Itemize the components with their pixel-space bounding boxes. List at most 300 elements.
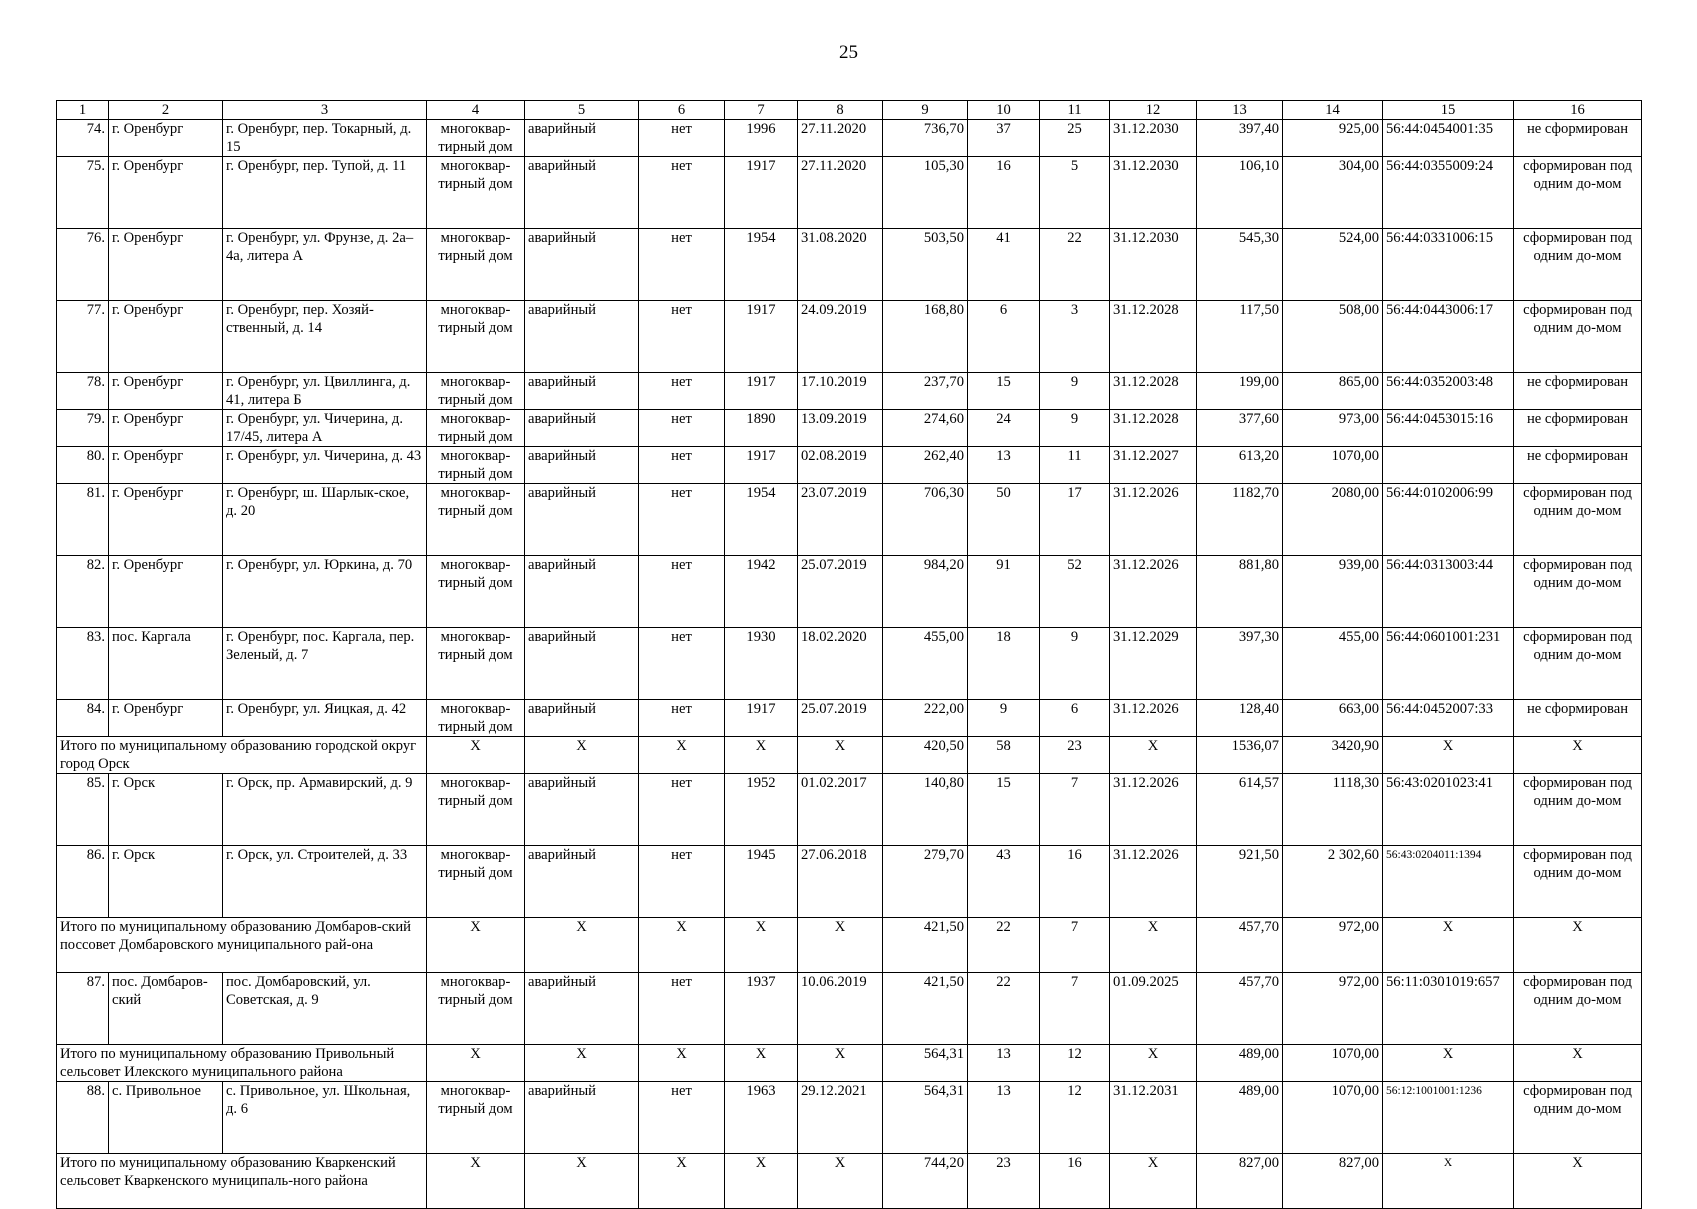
- cell-living-area: 397,40: [1197, 120, 1283, 157]
- subtotal-cell-land-status: X: [1514, 918, 1642, 973]
- subtotal-label: Итого по муниципальному образованию Кваркенский сельсовет Кваркенского муниципаль-ного района: [57, 1154, 427, 1209]
- subtotal-row: [57, 1045, 1642, 1082]
- header-cell: 12: [1110, 101, 1197, 120]
- cell-resettlement-date: 31.12.2028: [1110, 301, 1197, 373]
- subtotal-cell-premises: 16: [1040, 1154, 1110, 1209]
- cell-land-area: 524,00: [1283, 229, 1383, 301]
- cell-flag: нет: [639, 301, 725, 373]
- cell-recognition-date: 31.08.2020: [798, 229, 883, 301]
- cell-recognition-date: 25.07.2019: [798, 556, 883, 628]
- subtotal-cell-premises: 7: [1040, 918, 1110, 973]
- cell-settlement: пос. Домбаров-ский: [109, 973, 223, 1045]
- cell-condition: аварийный: [525, 628, 639, 700]
- subtotal-cell-living-area: 1536,07: [1197, 737, 1283, 774]
- cell-address: г. Оренбург, ул. Юркина, д. 70: [223, 556, 427, 628]
- cell-address: г. Оренбург, пер. Тупой, д. 11: [223, 157, 427, 229]
- cell-flag: нет: [639, 1082, 725, 1154]
- cell-land-area: 939,00: [1283, 556, 1383, 628]
- cell-row-number: 82.: [57, 556, 109, 628]
- cell-row-number: 86.: [57, 846, 109, 918]
- cell-cadastral-number: 56:11:0301019:657: [1383, 973, 1514, 1045]
- cell-living-area: 921,50: [1197, 846, 1283, 918]
- cell-resettlement-date: 01.09.2025: [1110, 973, 1197, 1045]
- table-row: [57, 846, 1642, 918]
- cell-resettlement-date: 31.12.2030: [1110, 120, 1197, 157]
- cell-recognition-date: 29.12.2021: [798, 1082, 883, 1154]
- cell-build-year: 1945: [725, 846, 798, 918]
- cell-premises: 6: [1040, 700, 1110, 737]
- cell-residents: 18: [968, 628, 1040, 700]
- subtotal-cell-cadastral-number: X: [1383, 1154, 1514, 1209]
- cell-row-number: 85.: [57, 774, 109, 846]
- cell-resettlement-date: 31.12.2026: [1110, 774, 1197, 846]
- cell-land-area: 1070,00: [1283, 1082, 1383, 1154]
- subtotal-cell-flag: X: [639, 1045, 725, 1082]
- cell-build-year: 1952: [725, 774, 798, 846]
- subtotal-cell-house-type: X: [427, 1045, 525, 1082]
- cell-land-area: 972,00: [1283, 973, 1383, 1045]
- cell-living-area: 1182,70: [1197, 484, 1283, 556]
- cell-area: 140,80: [883, 774, 968, 846]
- cell-area: 262,40: [883, 447, 968, 484]
- cell-condition: аварийный: [525, 973, 639, 1045]
- table-row: [57, 447, 1642, 484]
- header-cell: 11: [1040, 101, 1110, 120]
- subtotal-cell-build-year: X: [725, 1045, 798, 1082]
- subtotal-cell-condition: X: [525, 1045, 639, 1082]
- cell-land-status: сформирован под одним до-мом: [1514, 774, 1642, 846]
- cell-build-year: 1917: [725, 301, 798, 373]
- cell-land-area: 2080,00: [1283, 484, 1383, 556]
- cell-condition: аварийный: [525, 301, 639, 373]
- cell-premises: 9: [1040, 373, 1110, 410]
- cell-area: 455,00: [883, 628, 968, 700]
- cell-premises: 22: [1040, 229, 1110, 301]
- cell-premises: 7: [1040, 774, 1110, 846]
- cell-flag: нет: [639, 157, 725, 229]
- cell-house-type: многоквар-тирный дом: [427, 628, 525, 700]
- subtotal-cell-living-area: 457,70: [1197, 918, 1283, 973]
- cell-settlement: г. Оренбург: [109, 373, 223, 410]
- cell-recognition-date: 24.09.2019: [798, 301, 883, 373]
- cell-resettlement-date: 31.12.2029: [1110, 628, 1197, 700]
- cell-flag: нет: [639, 973, 725, 1045]
- cell-resettlement-date: 31.12.2028: [1110, 373, 1197, 410]
- cell-flag: нет: [639, 556, 725, 628]
- cell-row-number: 78.: [57, 373, 109, 410]
- cell-cadastral-number: 56:44:0331006:15: [1383, 229, 1514, 301]
- subtotal-cell-condition: X: [525, 737, 639, 774]
- cell-row-number: 87.: [57, 973, 109, 1045]
- cell-address: с. Привольное, ул. Школьная, д. 6: [223, 1082, 427, 1154]
- cell-cadastral-number: 56:44:0601001:231: [1383, 628, 1514, 700]
- cell-land-area: 455,00: [1283, 628, 1383, 700]
- cell-condition: аварийный: [525, 774, 639, 846]
- subtotal-cell-build-year: X: [725, 737, 798, 774]
- subtotal-cell-land-area: 972,00: [1283, 918, 1383, 973]
- cell-recognition-date: 13.09.2019: [798, 410, 883, 447]
- cell-land-area: 1070,00: [1283, 447, 1383, 484]
- cell-land-status: сформирован под одним до-мом: [1514, 301, 1642, 373]
- cell-area: 274,60: [883, 410, 968, 447]
- cell-living-area: 489,00: [1197, 1082, 1283, 1154]
- subtotal-cell-house-type: X: [427, 737, 525, 774]
- cell-row-number: 75.: [57, 157, 109, 229]
- cell-area: 421,50: [883, 973, 968, 1045]
- header-cell: 6: [639, 101, 725, 120]
- cell-land-status: не сформирован: [1514, 373, 1642, 410]
- cell-build-year: 1930: [725, 628, 798, 700]
- cell-cadastral-number: 56:44:0352003:48: [1383, 373, 1514, 410]
- cell-row-number: 79.: [57, 410, 109, 447]
- header-cell: 3: [223, 101, 427, 120]
- header-cell: 13: [1197, 101, 1283, 120]
- cell-residents: 50: [968, 484, 1040, 556]
- cell-recognition-date: 10.06.2019: [798, 973, 883, 1045]
- cell-row-number: 77.: [57, 301, 109, 373]
- table-row: [57, 484, 1642, 556]
- subtotal-cell-residents: 22: [968, 918, 1040, 973]
- cell-living-area: 128,40: [1197, 700, 1283, 737]
- cell-land-area: 1118,30: [1283, 774, 1383, 846]
- cell-land-status: не сформирован: [1514, 700, 1642, 737]
- header-cell: 9: [883, 101, 968, 120]
- cell-land-status: не сформирован: [1514, 410, 1642, 447]
- cell-living-area: 117,50: [1197, 301, 1283, 373]
- cell-premises: 17: [1040, 484, 1110, 556]
- cell-premises: 25: [1040, 120, 1110, 157]
- cell-build-year: 1937: [725, 973, 798, 1045]
- cell-settlement: г. Оренбург: [109, 484, 223, 556]
- cell-build-year: 1917: [725, 447, 798, 484]
- cell-house-type: многоквар-тирный дом: [427, 447, 525, 484]
- subtotal-cell-build-year: X: [725, 918, 798, 973]
- cell-condition: аварийный: [525, 410, 639, 447]
- cell-house-type: многоквар-тирный дом: [427, 556, 525, 628]
- subtotal-cell-land-status: X: [1514, 737, 1642, 774]
- cell-build-year: 1963: [725, 1082, 798, 1154]
- cell-residents: 15: [968, 774, 1040, 846]
- header-cell: 10: [968, 101, 1040, 120]
- cell-condition: аварийный: [525, 229, 639, 301]
- cell-house-type: многоквар-тирный дом: [427, 120, 525, 157]
- cell-resettlement-date: 31.12.2026: [1110, 484, 1197, 556]
- cell-cadastral-number: 56:44:0355009:24: [1383, 157, 1514, 229]
- cell-premises: 7: [1040, 973, 1110, 1045]
- header-cell: 5: [525, 101, 639, 120]
- cell-land-status: сформирован под одним до-мом: [1514, 484, 1642, 556]
- cell-address: г. Оренбург, ул. Чичерина, д. 17/45, литера А: [223, 410, 427, 447]
- subtotal-cell-condition: X: [525, 918, 639, 973]
- cell-area: 105,30: [883, 157, 968, 229]
- header-cell: 7: [725, 101, 798, 120]
- cell-house-type: многоквар-тирный дом: [427, 373, 525, 410]
- subtotal-cell-residents: 13: [968, 1045, 1040, 1082]
- cell-area: 984,20: [883, 556, 968, 628]
- cell-address: г. Оренбург, пер. Хозяй-ственный, д. 14: [223, 301, 427, 373]
- subtotal-cell-premises: 23: [1040, 737, 1110, 774]
- cell-land-area: 508,00: [1283, 301, 1383, 373]
- table-row: [57, 1082, 1642, 1154]
- cell-living-area: 613,20: [1197, 447, 1283, 484]
- cell-living-area: 199,00: [1197, 373, 1283, 410]
- cell-recognition-date: 27.11.2020: [798, 120, 883, 157]
- subtotal-cell-resettlement-date: X: [1110, 1154, 1197, 1209]
- cell-residents: 13: [968, 447, 1040, 484]
- subtotal-cell-resettlement-date: X: [1110, 1045, 1197, 1082]
- cell-build-year: 1917: [725, 373, 798, 410]
- cell-residents: 91: [968, 556, 1040, 628]
- cell-build-year: 1917: [725, 157, 798, 229]
- cell-condition: аварийный: [525, 1082, 639, 1154]
- cell-residents: 41: [968, 229, 1040, 301]
- cell-flag: нет: [639, 120, 725, 157]
- cell-recognition-date: 27.11.2020: [798, 157, 883, 229]
- cell-living-area: 881,80: [1197, 556, 1283, 628]
- cell-residents: 37: [968, 120, 1040, 157]
- cell-condition: аварийный: [525, 157, 639, 229]
- table-row: [57, 229, 1642, 301]
- subtotal-label: Итого по муниципальному образованию Привольный сельсовет Илекского муниципального района: [57, 1045, 427, 1082]
- cell-build-year: 1917: [725, 700, 798, 737]
- cell-address: г. Оренбург, ул. Фрунзе, д. 2а–4а, литера А: [223, 229, 427, 301]
- cell-recognition-date: 27.06.2018: [798, 846, 883, 918]
- cell-land-status: сформирован под одним до-мом: [1514, 1082, 1642, 1154]
- page-number: 25: [839, 42, 858, 63]
- cell-residents: 13: [968, 1082, 1040, 1154]
- cell-residents: 9: [968, 700, 1040, 737]
- subtotal-cell-area: 421,50: [883, 918, 968, 973]
- cell-resettlement-date: 31.12.2027: [1110, 447, 1197, 484]
- cell-condition: аварийный: [525, 484, 639, 556]
- cell-area: 503,50: [883, 229, 968, 301]
- cell-address: г. Оренбург, ул. Чичерина, д. 43: [223, 447, 427, 484]
- cell-land-area: 304,00: [1283, 157, 1383, 229]
- cell-land-area: 973,00: [1283, 410, 1383, 447]
- cell-address: г. Орск, ул. Строителей, д. 33: [223, 846, 427, 918]
- cell-premises: 9: [1040, 410, 1110, 447]
- cell-address: г. Орск, пр. Армавирский, д. 9: [223, 774, 427, 846]
- cell-premises: 5: [1040, 157, 1110, 229]
- cell-build-year: 1890: [725, 410, 798, 447]
- cell-area: 237,70: [883, 373, 968, 410]
- cell-living-area: 397,30: [1197, 628, 1283, 700]
- cell-recognition-date: 25.07.2019: [798, 700, 883, 737]
- cell-residents: 16: [968, 157, 1040, 229]
- cell-settlement: г. Оренбург: [109, 229, 223, 301]
- subtotal-label: Итого по муниципальному образованию городской округ город Орск: [57, 737, 427, 774]
- subtotal-cell-land-area: 1070,00: [1283, 1045, 1383, 1082]
- subtotal-cell-residents: 23: [968, 1154, 1040, 1209]
- cell-flag: нет: [639, 410, 725, 447]
- cell-area: 168,80: [883, 301, 968, 373]
- cell-living-area: 614,57: [1197, 774, 1283, 846]
- cell-flag: нет: [639, 229, 725, 301]
- housing-register-table: [56, 100, 1642, 1209]
- cell-row-number: 80.: [57, 447, 109, 484]
- cell-settlement: г. Оренбург: [109, 700, 223, 737]
- cell-cadastral-number: 56:44:0443006:17: [1383, 301, 1514, 373]
- cell-row-number: 88.: [57, 1082, 109, 1154]
- subtotal-row: [57, 737, 1642, 774]
- cell-recognition-date: 17.10.2019: [798, 373, 883, 410]
- table-row: [57, 628, 1642, 700]
- cell-flag: нет: [639, 846, 725, 918]
- cell-address: г. Оренбург, ш. Шарлык-ское, д. 20: [223, 484, 427, 556]
- cell-row-number: 81.: [57, 484, 109, 556]
- table-row: [57, 973, 1642, 1045]
- header-cell: 2: [109, 101, 223, 120]
- subtotal-cell-residents: 58: [968, 737, 1040, 774]
- cell-condition: аварийный: [525, 700, 639, 737]
- cell-house-type: многоквар-тирный дом: [427, 157, 525, 229]
- subtotal-cell-flag: X: [639, 918, 725, 973]
- cell-build-year: 1996: [725, 120, 798, 157]
- cell-cadastral-number: 56:44:0313003:44: [1383, 556, 1514, 628]
- table-row: [57, 700, 1642, 737]
- cell-area: 736,70: [883, 120, 968, 157]
- cell-living-area: 106,10: [1197, 157, 1283, 229]
- cell-settlement: г. Оренбург: [109, 120, 223, 157]
- header-cell: 8: [798, 101, 883, 120]
- cell-settlement: г. Оренбург: [109, 410, 223, 447]
- cell-living-area: 457,70: [1197, 973, 1283, 1045]
- cell-residents: 22: [968, 973, 1040, 1045]
- subtotal-cell-area: 744,20: [883, 1154, 968, 1209]
- cell-land-status: не сформирован: [1514, 120, 1642, 157]
- subtotal-cell-land-status: X: [1514, 1045, 1642, 1082]
- cell-cadastral-number: 56:44:0452007:33: [1383, 700, 1514, 737]
- cell-cadastral-number: 56:44:0453015:16: [1383, 410, 1514, 447]
- cell-living-area: 545,30: [1197, 229, 1283, 301]
- cell-premises: 16: [1040, 846, 1110, 918]
- cell-residents: 15: [968, 373, 1040, 410]
- cell-row-number: 84.: [57, 700, 109, 737]
- table-row: [57, 301, 1642, 373]
- cell-house-type: многоквар-тирный дом: [427, 229, 525, 301]
- cell-resettlement-date: 31.12.2026: [1110, 700, 1197, 737]
- cell-house-type: многоквар-тирный дом: [427, 700, 525, 737]
- cell-residents: 43: [968, 846, 1040, 918]
- cell-settlement: г. Оренбург: [109, 301, 223, 373]
- subtotal-cell-recognition-date: X: [798, 1045, 883, 1082]
- cell-cadastral-number: 56:43:0201023:41: [1383, 774, 1514, 846]
- cell-settlement: г. Оренбург: [109, 556, 223, 628]
- cell-house-type: многоквар-тирный дом: [427, 1082, 525, 1154]
- subtotal-cell-land-status: X: [1514, 1154, 1642, 1209]
- cell-residents: 6: [968, 301, 1040, 373]
- cell-recognition-date: 18.02.2020: [798, 628, 883, 700]
- subtotal-cell-cadastral-number: X: [1383, 1045, 1514, 1082]
- header-cell: 1: [57, 101, 109, 120]
- cell-row-number: 83.: [57, 628, 109, 700]
- cell-address: пос. Домбаровский, ул. Советская, д. 9: [223, 973, 427, 1045]
- subtotal-cell-condition: X: [525, 1154, 639, 1209]
- subtotal-cell-living-area: 827,00: [1197, 1154, 1283, 1209]
- header-cell: 14: [1283, 101, 1383, 120]
- subtotal-row: [57, 1154, 1642, 1209]
- cell-settlement: г. Орск: [109, 774, 223, 846]
- cell-settlement: г. Орск: [109, 846, 223, 918]
- cell-premises: 52: [1040, 556, 1110, 628]
- subtotal-cell-premises: 12: [1040, 1045, 1110, 1082]
- subtotal-cell-living-area: 489,00: [1197, 1045, 1283, 1082]
- cell-resettlement-date: 31.12.2028: [1110, 410, 1197, 447]
- cell-premises: 9: [1040, 628, 1110, 700]
- cell-build-year: 1954: [725, 484, 798, 556]
- subtotal-cell-recognition-date: X: [798, 737, 883, 774]
- cell-house-type: многоквар-тирный дом: [427, 774, 525, 846]
- cell-land-area: 663,00: [1283, 700, 1383, 737]
- cell-condition: аварийный: [525, 447, 639, 484]
- cell-area: 222,00: [883, 700, 968, 737]
- cell-cadastral-number: 56:43:0204011:1394: [1383, 846, 1514, 918]
- cell-settlement: г. Оренбург: [109, 157, 223, 229]
- cell-resettlement-date: 31.12.2030: [1110, 157, 1197, 229]
- cell-row-number: 74.: [57, 120, 109, 157]
- subtotal-cell-house-type: X: [427, 918, 525, 973]
- cell-house-type: многоквар-тирный дом: [427, 973, 525, 1045]
- cell-land-status: сформирован под одним до-мом: [1514, 846, 1642, 918]
- cell-residents: 24: [968, 410, 1040, 447]
- subtotal-cell-build-year: X: [725, 1154, 798, 1209]
- subtotal-cell-area: 420,50: [883, 737, 968, 774]
- table-row: [57, 120, 1642, 157]
- cell-cadastral-number: 56:44:0454001:35: [1383, 120, 1514, 157]
- subtotal-cell-flag: X: [639, 1154, 725, 1209]
- cell-address: г. Оренбург, ул. Цвиллинга, д. 41, литера Б: [223, 373, 427, 410]
- subtotal-row: [57, 918, 1642, 973]
- header-cell: 15: [1383, 101, 1514, 120]
- cell-land-status: сформирован под одним до-мом: [1514, 556, 1642, 628]
- subtotal-cell-recognition-date: X: [798, 918, 883, 973]
- cell-cadastral-number: [1383, 447, 1514, 484]
- subtotal-cell-house-type: X: [427, 1154, 525, 1209]
- subtotal-cell-resettlement-date: X: [1110, 918, 1197, 973]
- subtotal-cell-resettlement-date: X: [1110, 737, 1197, 774]
- cell-cadastral-number: 56:12:1001001:1236: [1383, 1082, 1514, 1154]
- cell-flag: нет: [639, 774, 725, 846]
- cell-land-status: не сформирован: [1514, 447, 1642, 484]
- cell-living-area: 377,60: [1197, 410, 1283, 447]
- cell-address: г. Оренбург, ул. Яицкая, д. 42: [223, 700, 427, 737]
- subtotal-cell-cadastral-number: X: [1383, 737, 1514, 774]
- cell-settlement: с. Привольное: [109, 1082, 223, 1154]
- header-row: [57, 101, 1642, 120]
- cell-condition: аварийный: [525, 846, 639, 918]
- cell-address: г. Оренбург, пер. Токарный, д. 15: [223, 120, 427, 157]
- cell-recognition-date: 23.07.2019: [798, 484, 883, 556]
- subtotal-cell-cadastral-number: X: [1383, 918, 1514, 973]
- cell-build-year: 1942: [725, 556, 798, 628]
- cell-house-type: многоквар-тирный дом: [427, 410, 525, 447]
- cell-row-number: 76.: [57, 229, 109, 301]
- subtotal-cell-land-area: 3420,90: [1283, 737, 1383, 774]
- subtotal-cell-flag: X: [639, 737, 725, 774]
- cell-land-status: сформирован под одним до-мом: [1514, 628, 1642, 700]
- cell-premises: 3: [1040, 301, 1110, 373]
- cell-premises: 11: [1040, 447, 1110, 484]
- subtotal-label: Итого по муниципальному образованию Домбаров-ский поссовет Домбаровского муниципального рай-она: [57, 918, 427, 973]
- cell-land-status: сформирован под одним до-мом: [1514, 229, 1642, 301]
- cell-flag: нет: [639, 447, 725, 484]
- table-row: [57, 410, 1642, 447]
- table-row: [57, 157, 1642, 229]
- cell-cadastral-number: 56:44:0102006:99: [1383, 484, 1514, 556]
- cell-area: 564,31: [883, 1082, 968, 1154]
- cell-flag: нет: [639, 373, 725, 410]
- cell-condition: аварийный: [525, 556, 639, 628]
